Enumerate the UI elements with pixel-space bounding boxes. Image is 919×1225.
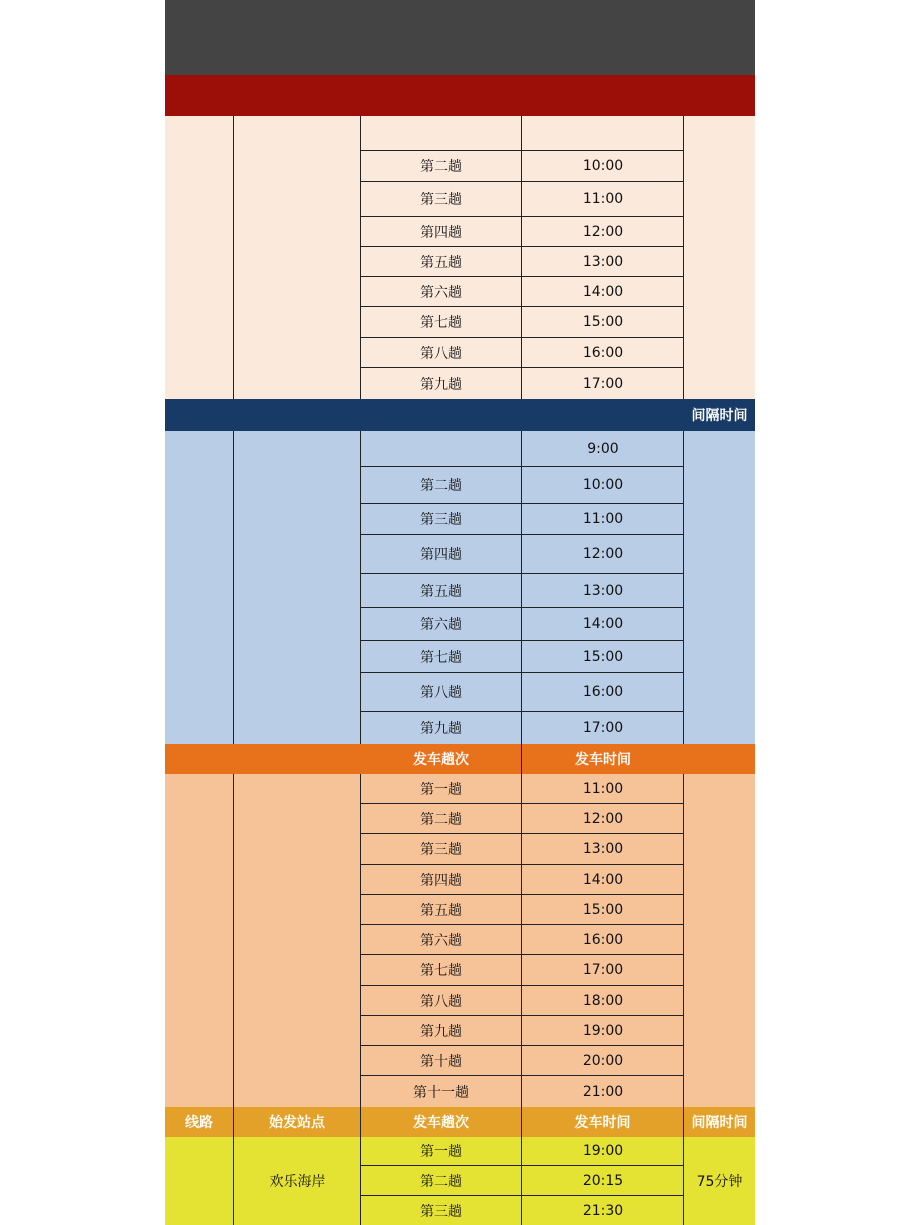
time-cell: 17:00 (582, 375, 624, 392)
section4-header-interval: 间隔时间 (691, 1115, 748, 1131)
section2-body (165, 431, 755, 744)
table-row (361, 277, 684, 307)
section4-interval-value: 75分钟 (696, 1174, 743, 1190)
trip-cell: 第六趟 (361, 277, 522, 306)
time-cell: 14:00 (582, 616, 624, 632)
trip-cell (361, 431, 522, 466)
trip-cell: 第六趟 (361, 925, 522, 954)
time-cell: 12:00 (582, 810, 624, 827)
table-row (361, 338, 684, 368)
table-row (361, 151, 684, 182)
table-row (361, 712, 684, 744)
table-row (361, 247, 684, 277)
trip-cell: 第二趟 (361, 467, 522, 503)
table-row (361, 865, 684, 895)
trip-cell: 第三趟 (361, 834, 522, 864)
trip-cell: 第四趟 (361, 865, 522, 894)
trip-cell: 第七趟 (361, 955, 522, 985)
table-row (361, 834, 684, 865)
section2-header-interval: 间隔时间 (691, 408, 748, 424)
table-row (361, 925, 684, 955)
table-row (361, 774, 684, 804)
time-cell: 15:00 (582, 901, 624, 918)
section1-header-band (165, 75, 755, 116)
trip-cell (361, 116, 522, 150)
section4-route-column (165, 1137, 234, 1225)
table-row (361, 504, 684, 535)
trip-cell: 第九趟 (361, 368, 522, 399)
time-cell: 17:00 (582, 962, 624, 978)
trip-cell: 第三趟 (361, 182, 522, 216)
time-cell: 19:00 (582, 1143, 624, 1159)
section3-header-trip: 发车趟次 (361, 744, 522, 774)
section4-header-route: 线路 (165, 1107, 234, 1137)
time-cell: 17:00 (582, 720, 624, 736)
section3-route-column (165, 774, 234, 1107)
time-cell: 9:00 (587, 440, 619, 457)
time-cell: 20:15 (582, 1172, 624, 1189)
table-row (361, 673, 684, 712)
trip-cell: 第七趟 (361, 641, 522, 672)
table-row (361, 467, 684, 504)
top-dark-band (165, 0, 755, 84)
trip-cell: 第七趟 (361, 307, 522, 337)
section2-route-column (165, 431, 234, 744)
trip-cell: 第八趟 (361, 986, 522, 1015)
trip-cell: 第一趟 (361, 1137, 522, 1165)
time-cell: 21:00 (582, 1083, 624, 1100)
table-row (361, 1196, 684, 1225)
time-cell: 15:00 (582, 314, 624, 330)
table-row (361, 1016, 684, 1046)
table-row (361, 431, 684, 467)
time-cell: 11:00 (582, 191, 624, 207)
section1-route-column (165, 116, 234, 399)
trip-cell: 第二趟 (361, 151, 522, 181)
table-row (361, 307, 684, 338)
trip-cell: 第二趟 (361, 1166, 522, 1195)
section4-header-time: 发车时间 (522, 1107, 684, 1137)
time-cell: 11:00 (582, 511, 624, 527)
time-cell: 14:00 (582, 283, 624, 300)
trip-cell: 第十一趟 (361, 1076, 522, 1107)
section2-station-column (234, 431, 361, 744)
section1-station-column (234, 116, 361, 399)
trip-cell: 第一趟 (361, 774, 522, 803)
section1-body (165, 116, 755, 399)
trip-cell: 第五趟 (361, 247, 522, 276)
section3-header-time: 发车时间 (575, 752, 631, 768)
table-row (361, 804, 684, 834)
table-row (361, 895, 684, 925)
table-row (361, 1046, 684, 1076)
section3-header-band (165, 744, 755, 774)
table-row (361, 182, 684, 217)
table-row (361, 368, 684, 399)
time-cell (522, 116, 684, 150)
table-row (361, 986, 684, 1016)
trip-cell: 第八趟 (361, 673, 522, 711)
table-row (361, 608, 684, 641)
schedule-table (165, 0, 755, 1225)
time-cell: 16:00 (582, 931, 624, 948)
section4-header-station: 始发站点 (234, 1107, 361, 1137)
time-cell: 11:00 (582, 780, 624, 797)
time-cell: 13:00 (582, 841, 624, 857)
time-cell: 19:00 (582, 1022, 624, 1039)
trip-cell: 第五趟 (361, 895, 522, 924)
table-row (361, 641, 684, 673)
time-cell: 12:00 (582, 223, 624, 240)
time-cell: 21:30 (582, 1202, 624, 1219)
time-cell: 15:00 (582, 648, 624, 665)
section4-header-trip: 发车趟次 (361, 1107, 522, 1137)
trip-cell: 第三趟 (361, 504, 522, 534)
trip-cell: 第四趟 (361, 217, 522, 246)
time-cell: 10:00 (582, 477, 624, 493)
table-row (361, 116, 684, 151)
time-cell: 10:00 (582, 158, 624, 174)
trip-cell: 第九趟 (361, 1016, 522, 1045)
time-cell: 18:00 (582, 992, 624, 1009)
trip-cell: 第九趟 (361, 712, 522, 744)
trip-cell: 第三趟 (361, 1196, 522, 1225)
time-cell: 14:00 (582, 871, 624, 888)
table-row (361, 1137, 684, 1166)
table-row (361, 535, 684, 574)
section4-body (165, 1137, 755, 1225)
table-row (361, 217, 684, 247)
table-row (361, 574, 684, 608)
table-row (361, 1076, 684, 1107)
trip-cell: 第二趟 (361, 804, 522, 833)
trip-cell: 第八趟 (361, 338, 522, 367)
section3-station-column (234, 774, 361, 1107)
section3-body (165, 774, 755, 1107)
time-cell: 12:00 (582, 546, 624, 562)
time-cell: 13:00 (582, 253, 624, 270)
table-row (361, 955, 684, 986)
time-cell: 16:00 (582, 684, 624, 700)
trip-cell: 第六趟 (361, 608, 522, 640)
table-row (361, 1166, 684, 1196)
section4-station-name: 欢乐海岸 (269, 1174, 326, 1190)
trip-cell: 第十趟 (361, 1046, 522, 1075)
trip-cell: 第五趟 (361, 574, 522, 607)
section4-header-band (165, 1107, 755, 1137)
time-cell: 13:00 (582, 582, 624, 599)
section2-header-band (165, 399, 755, 431)
time-cell: 20:00 (582, 1052, 624, 1069)
time-cell: 16:00 (582, 344, 624, 361)
trip-cell: 第四趟 (361, 535, 522, 573)
